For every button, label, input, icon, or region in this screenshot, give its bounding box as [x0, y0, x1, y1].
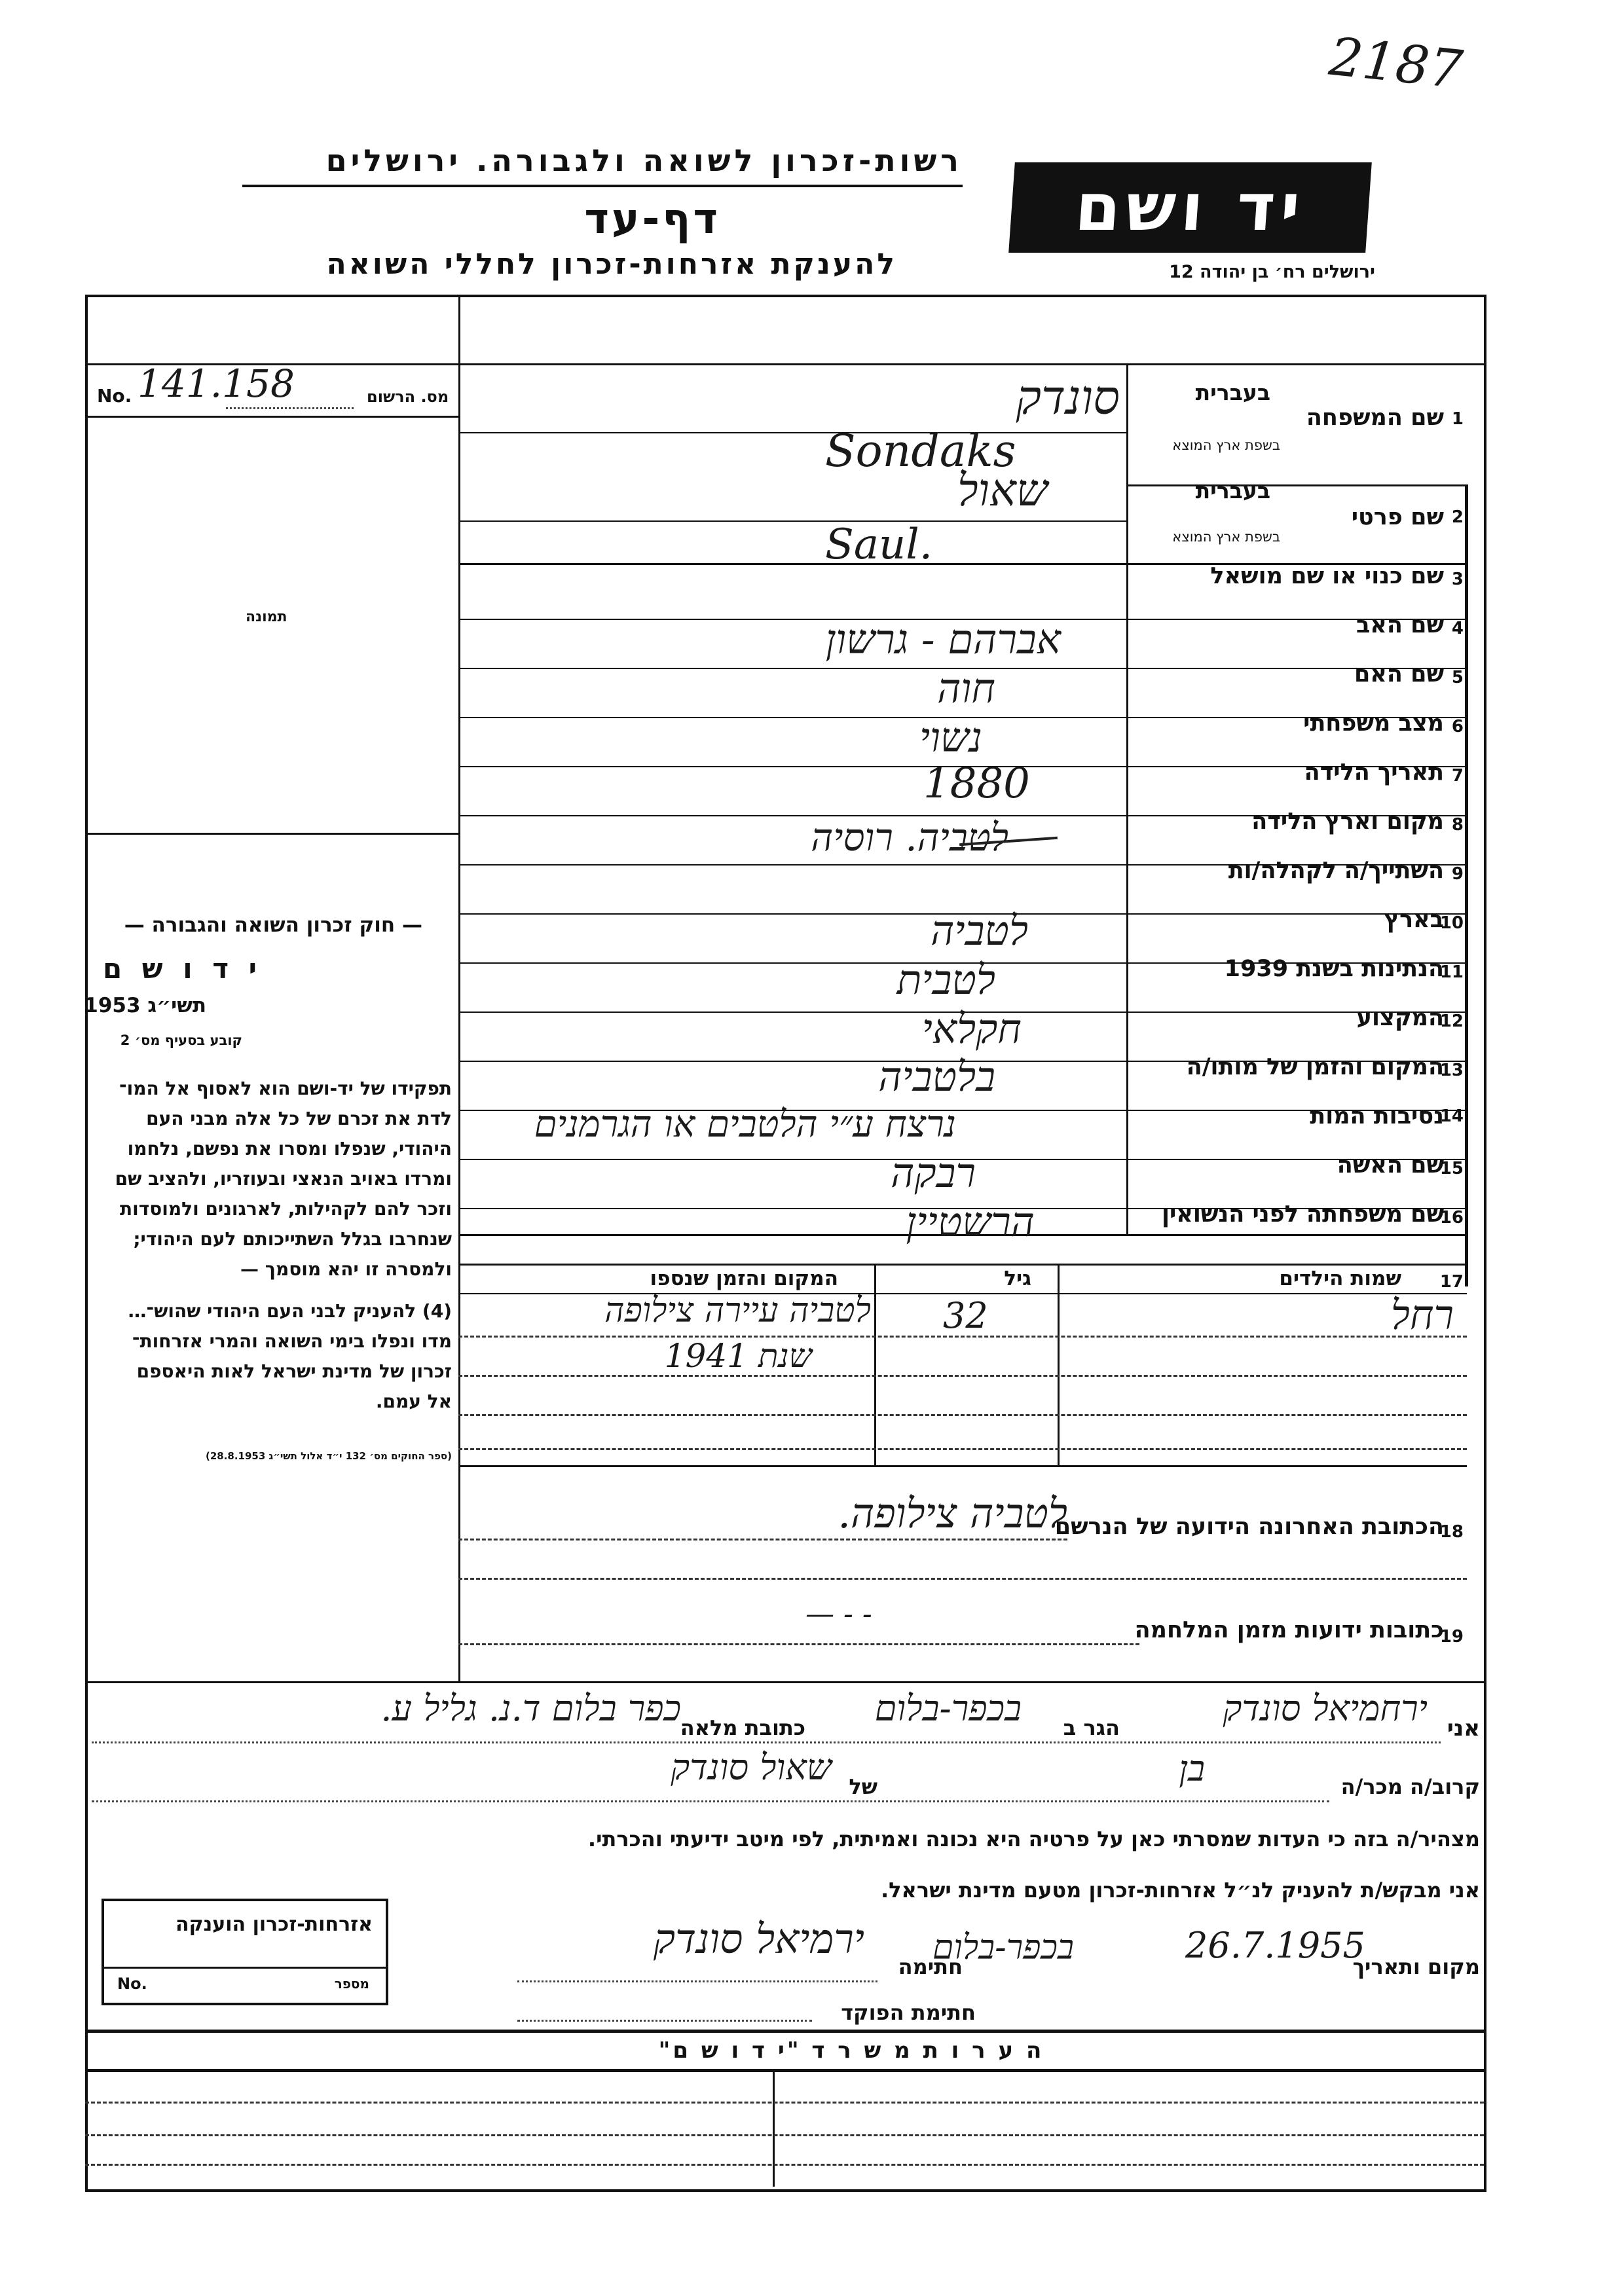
decl-resides: בכפר-בלום [874, 1688, 1022, 1729]
notes-rule [85, 2069, 1484, 2072]
field-12-num: 12 [1439, 1011, 1464, 1031]
col-divider [458, 295, 460, 1683]
officer-line [517, 2020, 812, 2022]
logo-address: ירושלים רח׳ בן יהודה 12 [1169, 262, 1375, 282]
form-subtitle: להענקת אזרחות-זכרון לחללי השואה [326, 247, 897, 281]
field-2-sub-hebrew: בעברית [1195, 478, 1270, 503]
row-rule [458, 1264, 1467, 1266]
field-16-label: שם משפחתה לפני הנשואין [1162, 1201, 1444, 1228]
field-5-label: שם האם [1354, 661, 1444, 687]
label-divider [1126, 363, 1128, 1234]
law-section: קובע בסעיף מס׳ 2 [120, 1032, 242, 1048]
law-year: תשי״ג 1953 [84, 994, 206, 1017]
field-12-label: המקצוע [1356, 1005, 1444, 1031]
child-1-place: לטביה עיירה צילופה [604, 1291, 871, 1330]
sig-line [517, 1980, 877, 1982]
field-3-num: 3 [1451, 570, 1464, 589]
children-dash [458, 1414, 1467, 1416]
field-2-num: 2 [1451, 507, 1464, 527]
decl-place: בכפר-בלום [932, 1928, 1074, 1967]
photo-label: תמונה [246, 609, 287, 625]
line-18b [458, 1578, 1467, 1580]
yad-vashem-logo: יד ושם [1008, 162, 1372, 253]
children-dash [458, 1448, 1467, 1450]
field-19-num: 19 [1439, 1627, 1464, 1647]
decl-signature-label: חתימה [898, 1954, 963, 1979]
field-5-value: חוה [937, 665, 995, 712]
form-title: דף-עד [584, 195, 720, 244]
law-clause: (4) להעניק לבני העם היהודי שהוש־… מדו ונפלו בימי השואה והמרי אזרחות־ זכרון של מדינת ישראל לאות היאספם אל עמם. [128, 1300, 452, 1412]
field-14-value: נרצח ע״י הלטבים או הגרמנים [534, 1103, 956, 1146]
field-9-num: 9 [1451, 864, 1464, 884]
decl-statement-1: מצהיר/ה בזה כי העדות שמסרתי כאן על פרטיה היא נכונה ואמיתית, לפי מיטב ידיעתי והכרתי. [587, 1827, 1480, 1851]
declarant-signature: ירמיאל סונדק [653, 1915, 864, 1963]
field-10-num: 10 [1439, 913, 1464, 933]
decl-resides-label: הגר ב [1063, 1715, 1120, 1740]
field-19-value: — - - [805, 1597, 872, 1631]
field-1-num: 1 [1451, 409, 1464, 429]
row-rule [85, 1681, 1484, 1683]
notes-line [85, 2134, 1484, 2136]
citizenship-number-he: מספר [334, 1976, 369, 1992]
law-title: — חוק זכרון השואה והגבורה — [124, 913, 422, 937]
field-1-label: שם המשפחה [1306, 405, 1444, 431]
field-1-sub-hebrew: בעברית [1195, 380, 1270, 405]
child-1-name: רחל [1390, 1291, 1454, 1339]
field-2-value-foreign: Saul. [825, 520, 933, 569]
reg-dotted [226, 407, 354, 409]
field-15-num: 15 [1439, 1159, 1464, 1178]
field-4-label: שם האב [1356, 612, 1444, 638]
notes-col [773, 2069, 775, 2187]
field-11-label: הנתינות בשנת 1939 [1224, 956, 1444, 982]
field-16-num: 16 [1439, 1208, 1464, 1228]
field-18-label: הכתובת האחרונה הידועה של הנרשם [1054, 1514, 1444, 1540]
field-8-num: 8 [1451, 815, 1464, 835]
field-11-value: לטבית [896, 956, 995, 1004]
children-dash [458, 1375, 1467, 1377]
decl-line-1 [92, 1741, 1441, 1743]
field-5-num: 5 [1451, 668, 1464, 687]
child-1-age: 32 [943, 1295, 988, 1336]
field-13-label: המקום והזמן של מותו/ה [1186, 1054, 1444, 1080]
field-6-value: נשוי [919, 714, 982, 761]
field-7-value: 1880 [923, 759, 1030, 808]
decl-line-2 [92, 1800, 1329, 1802]
field-17-num: 17 [1439, 1272, 1464, 1292]
children-header-names: שמות הילדים [1279, 1267, 1401, 1290]
field-14-label: נסיבות המות [1310, 1103, 1444, 1129]
right-border [1465, 484, 1468, 1286]
field-13-num: 13 [1439, 1061, 1464, 1080]
row-rule [458, 432, 1126, 433]
office-notes-title: ה ע ר ו ת מ ש ר ד "י ד ו ש ם" [658, 2037, 1044, 2064]
frame-rule [85, 363, 1484, 365]
authority-underline [242, 185, 963, 187]
officer-signature-label: חתימת הפוקד [841, 2000, 976, 2025]
law-citation: (ספר החוקים מס׳ 132 י״ד אלול תשי״ג 28.8.1953) [205, 1450, 452, 1462]
registration-label-en: No. [97, 385, 132, 407]
field-18-value: לטביה צילופה. [838, 1489, 1067, 1537]
field-1-value-foreign: Sondaks [825, 426, 1016, 477]
citizenship-box-title: אזרחות-זכרון הוענקה [175, 1913, 373, 1936]
authority-title: רשות-זכרון לשואה ולגבורה. ירושלים [325, 143, 963, 178]
field-12-value: חקלאי [921, 1005, 1022, 1053]
field-2-sub-foreign: בשפת ארץ המוצא [1172, 529, 1280, 545]
field-1-sub-foreign: בשפת ארץ המוצא [1172, 437, 1280, 453]
archive-number: 2187 [1326, 26, 1466, 101]
registration-label-he: מס. הרשום [367, 388, 449, 406]
field-10-label: בארץ [1384, 907, 1444, 933]
field-2-value-he: שאול [957, 465, 1048, 517]
citizenship-number-en: No. [117, 1975, 147, 1993]
field-6-label: מצב משפחתי [1303, 710, 1444, 737]
citizenship-box [101, 1899, 388, 2005]
field-14-num: 14 [1439, 1106, 1464, 1126]
field-10-value: לטביה [931, 907, 1028, 955]
notes-line [85, 2102, 1484, 2104]
reg-rule [85, 416, 458, 418]
children-header-place: המקום והזמן שנספו [650, 1267, 838, 1290]
notes-line [85, 2164, 1484, 2166]
field-19-label: כתובות ידועות מזמן המלחמה [1134, 1617, 1444, 1643]
field-15-label: שם האשה [1337, 1152, 1444, 1178]
field-16-value: הרשטיין [906, 1198, 1035, 1246]
row-rule [458, 1465, 1467, 1467]
decl-of-label: של [849, 1774, 877, 1799]
children-header-age: גיל [1004, 1267, 1031, 1290]
decl-full-address-label: כתובת מלאה [680, 1715, 805, 1740]
field-7-label: תאריך הלידה [1304, 759, 1444, 786]
field-4-num: 4 [1451, 619, 1464, 638]
field-9-label: השתייך/ה לקהלה/ות [1228, 858, 1444, 884]
field-2-label: שם פרטי [1351, 504, 1444, 530]
field-8-value: לטביה. רוסיה [811, 815, 1008, 860]
field-18-num: 18 [1439, 1522, 1464, 1542]
decl-ani: אני [1447, 1715, 1480, 1741]
decl-of-value: שאול סונדק [671, 1747, 832, 1788]
line-19 [458, 1643, 1139, 1645]
law-name: י ד ו ש ם [102, 953, 262, 985]
row-rule [1126, 484, 1467, 486]
field-3-label: שם כנוי או שם מושאל [1210, 563, 1444, 589]
decl-declarant: ירחמיאל סונדק [1223, 1688, 1428, 1729]
decl-date: 26.7.1955 [1185, 1925, 1365, 1966]
row-rule [458, 520, 1126, 522]
decl-full-address: כפר בלום ד.נ. גליל ע. [380, 1688, 681, 1729]
registration-number: 141.158 [138, 361, 295, 406]
field-8-label: מקום וארץ הלידה [1251, 809, 1444, 835]
field-7-num: 7 [1451, 766, 1464, 786]
field-15-value: רבקה [891, 1149, 976, 1197]
field-4-value: אברהם - גרשון [825, 615, 1061, 663]
law-paragraph: תפקידו של יד-ושם הוא לאסוף אל המו־ לדת את זכרם של כל אלה מבני העם היהודי, שנפלו ומסרו את נפשם, נלחמו ומרדו באויב הנאצי ובעוזריו, ולהציב שם וזכר להם לקהילות, לארגונים ולמוסדות שנחרבו בגלל השתייכותם לעם היהודי; ולמסרה זו יהא מוסמך — [115, 1078, 452, 1280]
field-1-value-he: סונדק [1016, 370, 1120, 425]
field-13-value: בלטביה [878, 1053, 995, 1101]
decl-statement-2: אני מבקש/ת להעניק לנ״ל אזרחות-זכרון מטעם מדינת ישראל. [881, 1878, 1480, 1903]
field-6-num: 6 [1451, 717, 1464, 737]
decl-place-date-label: מקום ותאריך [1352, 1954, 1480, 1979]
notes-rule [85, 2030, 1484, 2033]
decl-relative-label: קרוב/ה מכר/ה [1340, 1774, 1480, 1799]
decl-relation: בן [1179, 1748, 1205, 1789]
field-11-num: 11 [1439, 962, 1464, 982]
photo-rule [85, 833, 458, 835]
child-1-place2: שנת 1941 [664, 1337, 812, 1375]
line-18 [458, 1539, 1067, 1540]
